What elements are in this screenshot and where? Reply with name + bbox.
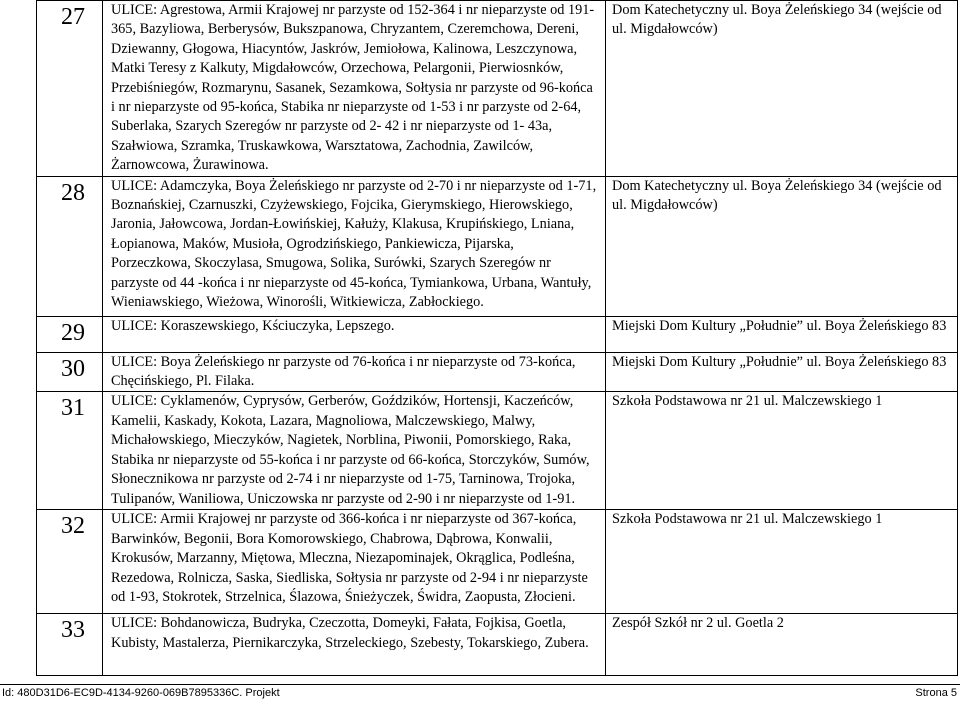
district-number: 30 (37, 352, 103, 392)
table-row (37, 392, 958, 510)
table-row (37, 1, 958, 177)
table-row (37, 614, 958, 676)
street-list: ULICE: Boya Żeleńskiego nr parzyste od 76-końca i nr nieparzyste od 73-końca, Chęcińskiego, Pl. Filaka. (103, 352, 606, 392)
table-row (37, 352, 958, 392)
table-row (37, 316, 958, 352)
district-table (36, 0, 958, 676)
polling-place: Miejski Dom Kultury „Południe” ul. Boya Żeleńskiego 83 (606, 352, 958, 392)
table-row (37, 510, 958, 614)
street-list: ULICE: Bohdanowicza, Budryka, Czeczotta, Domeyki, Fałata, Fojkisa, Goetla, Kubisty, Mastalerza, Piernikarczyka, Strzeleckiego, Szebesty, Tokarskiego, Zubera. (103, 614, 606, 676)
district-number: 27 (37, 1, 103, 177)
street-list: ULICE: Armii Krajowej nr parzyste od 366-końca i nr nieparzyste od 367-końca, Barwinków, Begonii, Bora Komorowskiego, Chabrowa, Dąbrowa, Konwalii, Krokusów, Marzanny, Miętowa, Mleczna, Niezapominajek, Okrąglica, Podleśna, Rezedowa, Rolnicza, Saska, Siedliska, Sołtysia nr parzyste od 2-94 i nr nieparzyste od 1-93, Stokrotek, Strzelnica, Ślazowa, Śnieżyczek, Świdra, Zaopusta, Złocieni. (103, 510, 606, 614)
district-number: 28 (37, 176, 103, 316)
page-number: Strona 5 (915, 687, 957, 699)
street-list: ULICE: Adamczyka, Boya Żeleńskiego nr parzyste od 2-70 i nr nieparzyste od 1-71, Boznańskiej, Czarnuszki, Czyżewskiego, Fojcika, Gierymskiego, Hierowskiego, Jaronia, Jałowcowa, Jordan-Łowińskiej, Kałuży, Klakusa, Krupińskiego, Lniana, Łopianowa, Maków, Musioła, Ogrodzińskiego, Pankiewicza, Pijarska, Porzeczkowa, Skoczylasa, Smugowa, Solika, Surówki, Szarych Szeregów nr parzyste od 44 -końca i nr nieparzyste od 45-końca, Tymiankowa, Urbana, Wantuły, Wieniawskiego, Wieżowa, Winorośli, Witkiewicza, Zabłockiego. (103, 176, 606, 316)
page-footer (0, 684, 960, 701)
district-number: 29 (37, 316, 103, 352)
table-row (37, 176, 958, 316)
polling-place: Zespół Szkół nr 2 ul. Goetla 2 (606, 614, 958, 676)
polling-place: Dom Katechetyczny ul. Boya Żeleńskiego 34 (wejście od ul. Migdałowców) (606, 176, 958, 316)
polling-place: Miejski Dom Kultury „Południe” ul. Boya Żeleńskiego 83 (606, 316, 958, 352)
street-list: ULICE: Agrestowa, Armii Krajowej nr parzyste od 152-364 i nr nieparzyste od 191-365, Bazyliowa, Berberysów, Bukszpanowa, Chryzantem, Czeremchowa, Dereni, Dziewanny, Głogowa, Hiacyntów, Jaskrów, Jemiołowa, Kalinowa, Leszczynowa, Matki Teresy z Kalkuty, Migdałowców, Orzechowa, Pelargonii, Pierwiosnków, Przebiśniegów, Rozmarynu, Sasanek, Sezamkowa, Sołtysia nr parzyste od 96-końca i nr nieparzyste od 95-końca, Stabika nr nieparzyste od 1-53 i nr parzyste od 2-64, Suberlaka, Szarych Szeregów nr parzyste od 2- 42 i nr nieparzyste od 1- 43a, Szałwiowa, Szramka, Truskawkowa, Warsztatowa, Zachodnia, Zawilców, Żarnowcowa, Żurawinowa. (103, 1, 606, 177)
document-id: Id: 480D31D6-EC9D-4134-9260-069B7895336C. Projekt (2, 687, 280, 699)
polling-place: Szkoła Podstawowa nr 21 ul. Malczewskiego 1 (606, 510, 958, 614)
street-list: ULICE: Koraszewskiego, Kściuczyka, Lepszego. (103, 316, 606, 352)
district-number: 32 (37, 510, 103, 614)
polling-place: Dom Katechetyczny ul. Boya Żeleńskiego 34 (wejście od ul. Migdałowców) (606, 1, 958, 177)
street-list: ULICE: Cyklamenów, Cyprysów, Gerberów, Goździków, Hortensji, Kaczeńców, Kamelii, Kaskady, Kokota, Lazara, Magnoliowa, Malczewskiego, Malwy, Michałowskiego, Mieczyków, Nagietek, Norblina, Piwonii, Pomorskiego, Raka, Stabika nr nieparzyste od 55-końca i nr parzyste od 66-końca, Storczyków, Sumów, Słonecznikowa nr parzyste od 2-74 i nr nieparzyste od 1-75, Tarninowa, Trojoka, Tulipanów, Waniliowa, Uniczowska nr parzyste od 2-90 i nr nieparzyste od 1-91. (103, 392, 606, 510)
district-number: 31 (37, 392, 103, 510)
polling-place: Szkoła Podstawowa nr 21 ul. Malczewskiego 1 (606, 392, 958, 510)
district-number: 33 (37, 614, 103, 676)
